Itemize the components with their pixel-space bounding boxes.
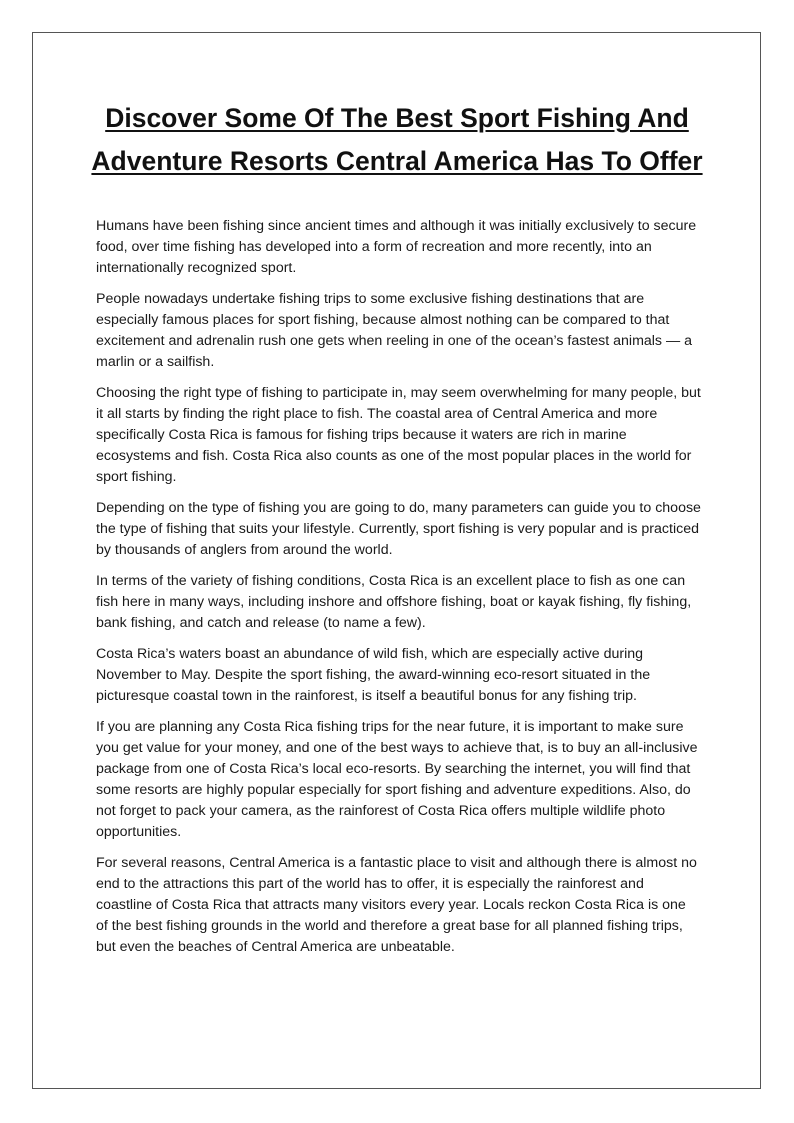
paragraph: In terms of the variety of fishing conditions, Costa Rica is an excellent place to fish as one can fish here in many ways, including inshore and offshore fishing, boat or kayak fishing, fly fishing, bank fishing, and catch and release (to name a few). <box>96 573 692 631</box>
paragraph: Depending on the type of fishing you are going to do, many parameters can guide you to choose the type of fishing that suits your lifestyle. Currently, sport fishing is very popular and is practiced by thousands of anglers from around the world. <box>96 500 701 558</box>
paragraph: For several reasons, Central America is a fantastic place to visit and although there is almost no end to the attractions this part of the world has to offer, it is especially the rainforest and coastline of Costa Rica that attracts many visitors every year. Locals reckon Costa Rica is one of the best fishing grounds in the world and therefore a great base for all planned fishing trips, but even the beaches of Central America are unbeatable. <box>96 855 697 955</box>
paragraph: People nowadays undertake fishing trips to some exclusive fishing destinations that are especially famous places for sport fishing, because almost nothing can be compared to that excitement and adrenalin rush one gets when reeling in one of the ocean’s fastest animals — a marlin or a sailfish. <box>96 291 692 370</box>
paragraph: If you are planning any Costa Rica fishing trips for the near future, it is important to make sure you get value for your money, and one of the best ways to achieve that, is to buy an all-inclusive package from one of Costa Rica’s local eco-resorts. By searching the internet, you will find that some resorts are highly popular especially for sport fishing and adventure expeditions. Also, do not forget to pack your camera, as the rainforest of Costa Rica offers multiple wildlife photo opportunities. <box>96 719 698 840</box>
paragraph: Choosing the right type of fishing to participate in, may seem overwhelming for many people, but it all starts by finding the right place to fish. The coastal area of Central America and more specifically Costa Rica is famous for fishing trips because it waters are rich in marine ecosystems and fish. Costa Rica also counts as one of the most popular places in the world for sport fishing. <box>96 385 701 485</box>
paragraph: Costa Rica’s waters boast an abundance of wild fish, which are especially active during November to May. Despite the sport fishing, the award-winning eco-resort situated in the picturesque coastal town in the rainforest, is itself a beautiful bonus for any fishing trip. <box>96 646 651 704</box>
document-title: Discover Some Of The Best Sport Fishing And Adventure Resorts Central America Has To Offer <box>91 103 703 176</box>
document-body <box>96 216 701 968</box>
paragraph: Humans have been fishing since ancient times and although it was initially exclusively to secure food, over time fishing has developed into a form of recreation and more recently, into an internationally recognized sport. <box>96 218 697 276</box>
